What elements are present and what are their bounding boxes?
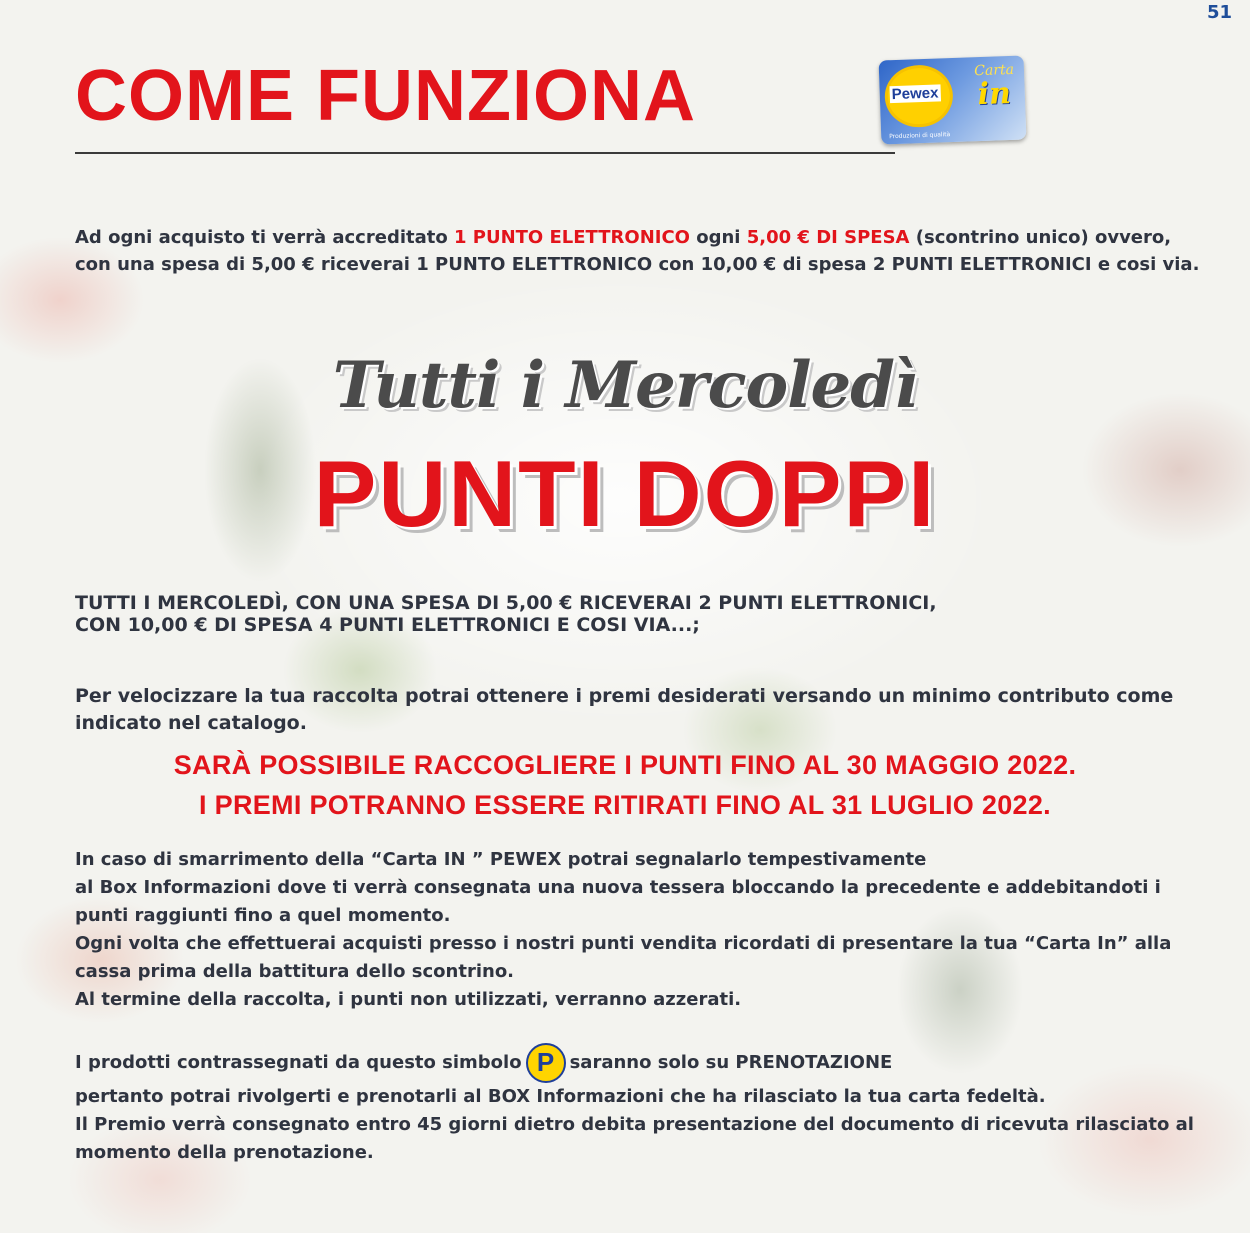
booking-text: saranno solo su PRENOTAZIONE — [569, 1052, 893, 1073]
redeem-deadline: I PREMI POTRANNO ESSERE RITIRATI FINO AL 31 LUGLIO 2022. — [199, 790, 1051, 820]
loss-line: Al termine della raccolta, i punti non utilizzati, verranno azzerati. — [75, 989, 742, 1010]
intro-text: Ad ogni acquisto ti verrà accreditato — [75, 227, 454, 248]
contribution-paragraph: Per velocizzare la tua raccolta potrai ottenere i premi desiderati versando un minimo contributo come indicato nel catalogo. — [75, 685, 1174, 734]
logo-brand: Pewex — [891, 84, 939, 104]
booking-text: I prodotti contrassegnati da questo simbolo — [75, 1052, 522, 1073]
page-number: 51 — [1206, 2, 1232, 23]
promo-script-line: Tutti i Mercoledì — [332, 348, 918, 423]
logo-in: in — [976, 75, 1012, 113]
promo-headline: PUNTI DOPPI — [313, 441, 937, 546]
logo-carta: Carta — [973, 61, 1015, 80]
prenotazione-symbol-icon: P — [526, 1043, 566, 1083]
booking-line: Il Premio verrà consegnato entro 45 giorni dietro debita presentazione del documento di ricevuta rilasciato al momento della prenotazione. — [75, 1114, 1194, 1163]
intro-paragraph — [75, 224, 1205, 278]
wednesday-paragraph — [75, 592, 1175, 636]
loss-line: In caso di smarrimento della “Carta IN ” PEWEX potrai segnalarlo tempestivamente — [75, 849, 927, 870]
intro-text: ogni — [689, 227, 747, 248]
intro-text: (scontrino unico) ovvero, con una spesa di 5,00 € riceverai 1 PUNTO ELETTRONICO con 10,00 € di spesa 2 PUNTI ELETTRONICI e cosi via. — [75, 227, 1200, 275]
intro-highlight-points: 1 PUNTO ELETTRONICO — [453, 227, 690, 248]
card-loss-paragraph — [75, 846, 1195, 1014]
logo-tagline: Produzioni di qualità — [889, 131, 951, 141]
booking-paragraph — [75, 1043, 1195, 1167]
page-title: COME FUNZIONA — [75, 56, 696, 136]
carta-in-logo — [879, 55, 1027, 144]
loss-line: al Box Informazioni dove ti verrà consegnata una nuova tessera bloccando la precedente e addebitandoti i punti raggiunti fino a quel momento. — [75, 877, 1161, 926]
intro-highlight-spend: 5,00 € DI SPESA — [746, 227, 910, 248]
booking-line: pertanto potrai rivolgerti e prenotarli al BOX Informazioni che ha rilasciato la tua carta fedeltà. — [75, 1086, 1046, 1107]
wednesday-line: CON 10,00 € DI SPESA 4 PUNTI ELETTRONICI E COSI VIA...; — [75, 614, 700, 636]
loss-line: Ogni volta che effettuerai acquisti presso i nostri punti vendita ricordati di presentare la tua “Carta In” alla cassa prima della battitura dello scontrino. — [75, 933, 1172, 982]
title-divider — [75, 152, 895, 154]
collect-deadline: SARÀ POSSIBILE RACCOGLIERE I PUNTI FINO AL 30 MAGGIO 2022. — [173, 750, 1077, 780]
wednesday-line: TUTTI I MERCOLEDÌ, CON UNA SPESA DI 5,00 € RICEVERAI 2 PUNTI ELETTRONICI, — [75, 592, 937, 614]
